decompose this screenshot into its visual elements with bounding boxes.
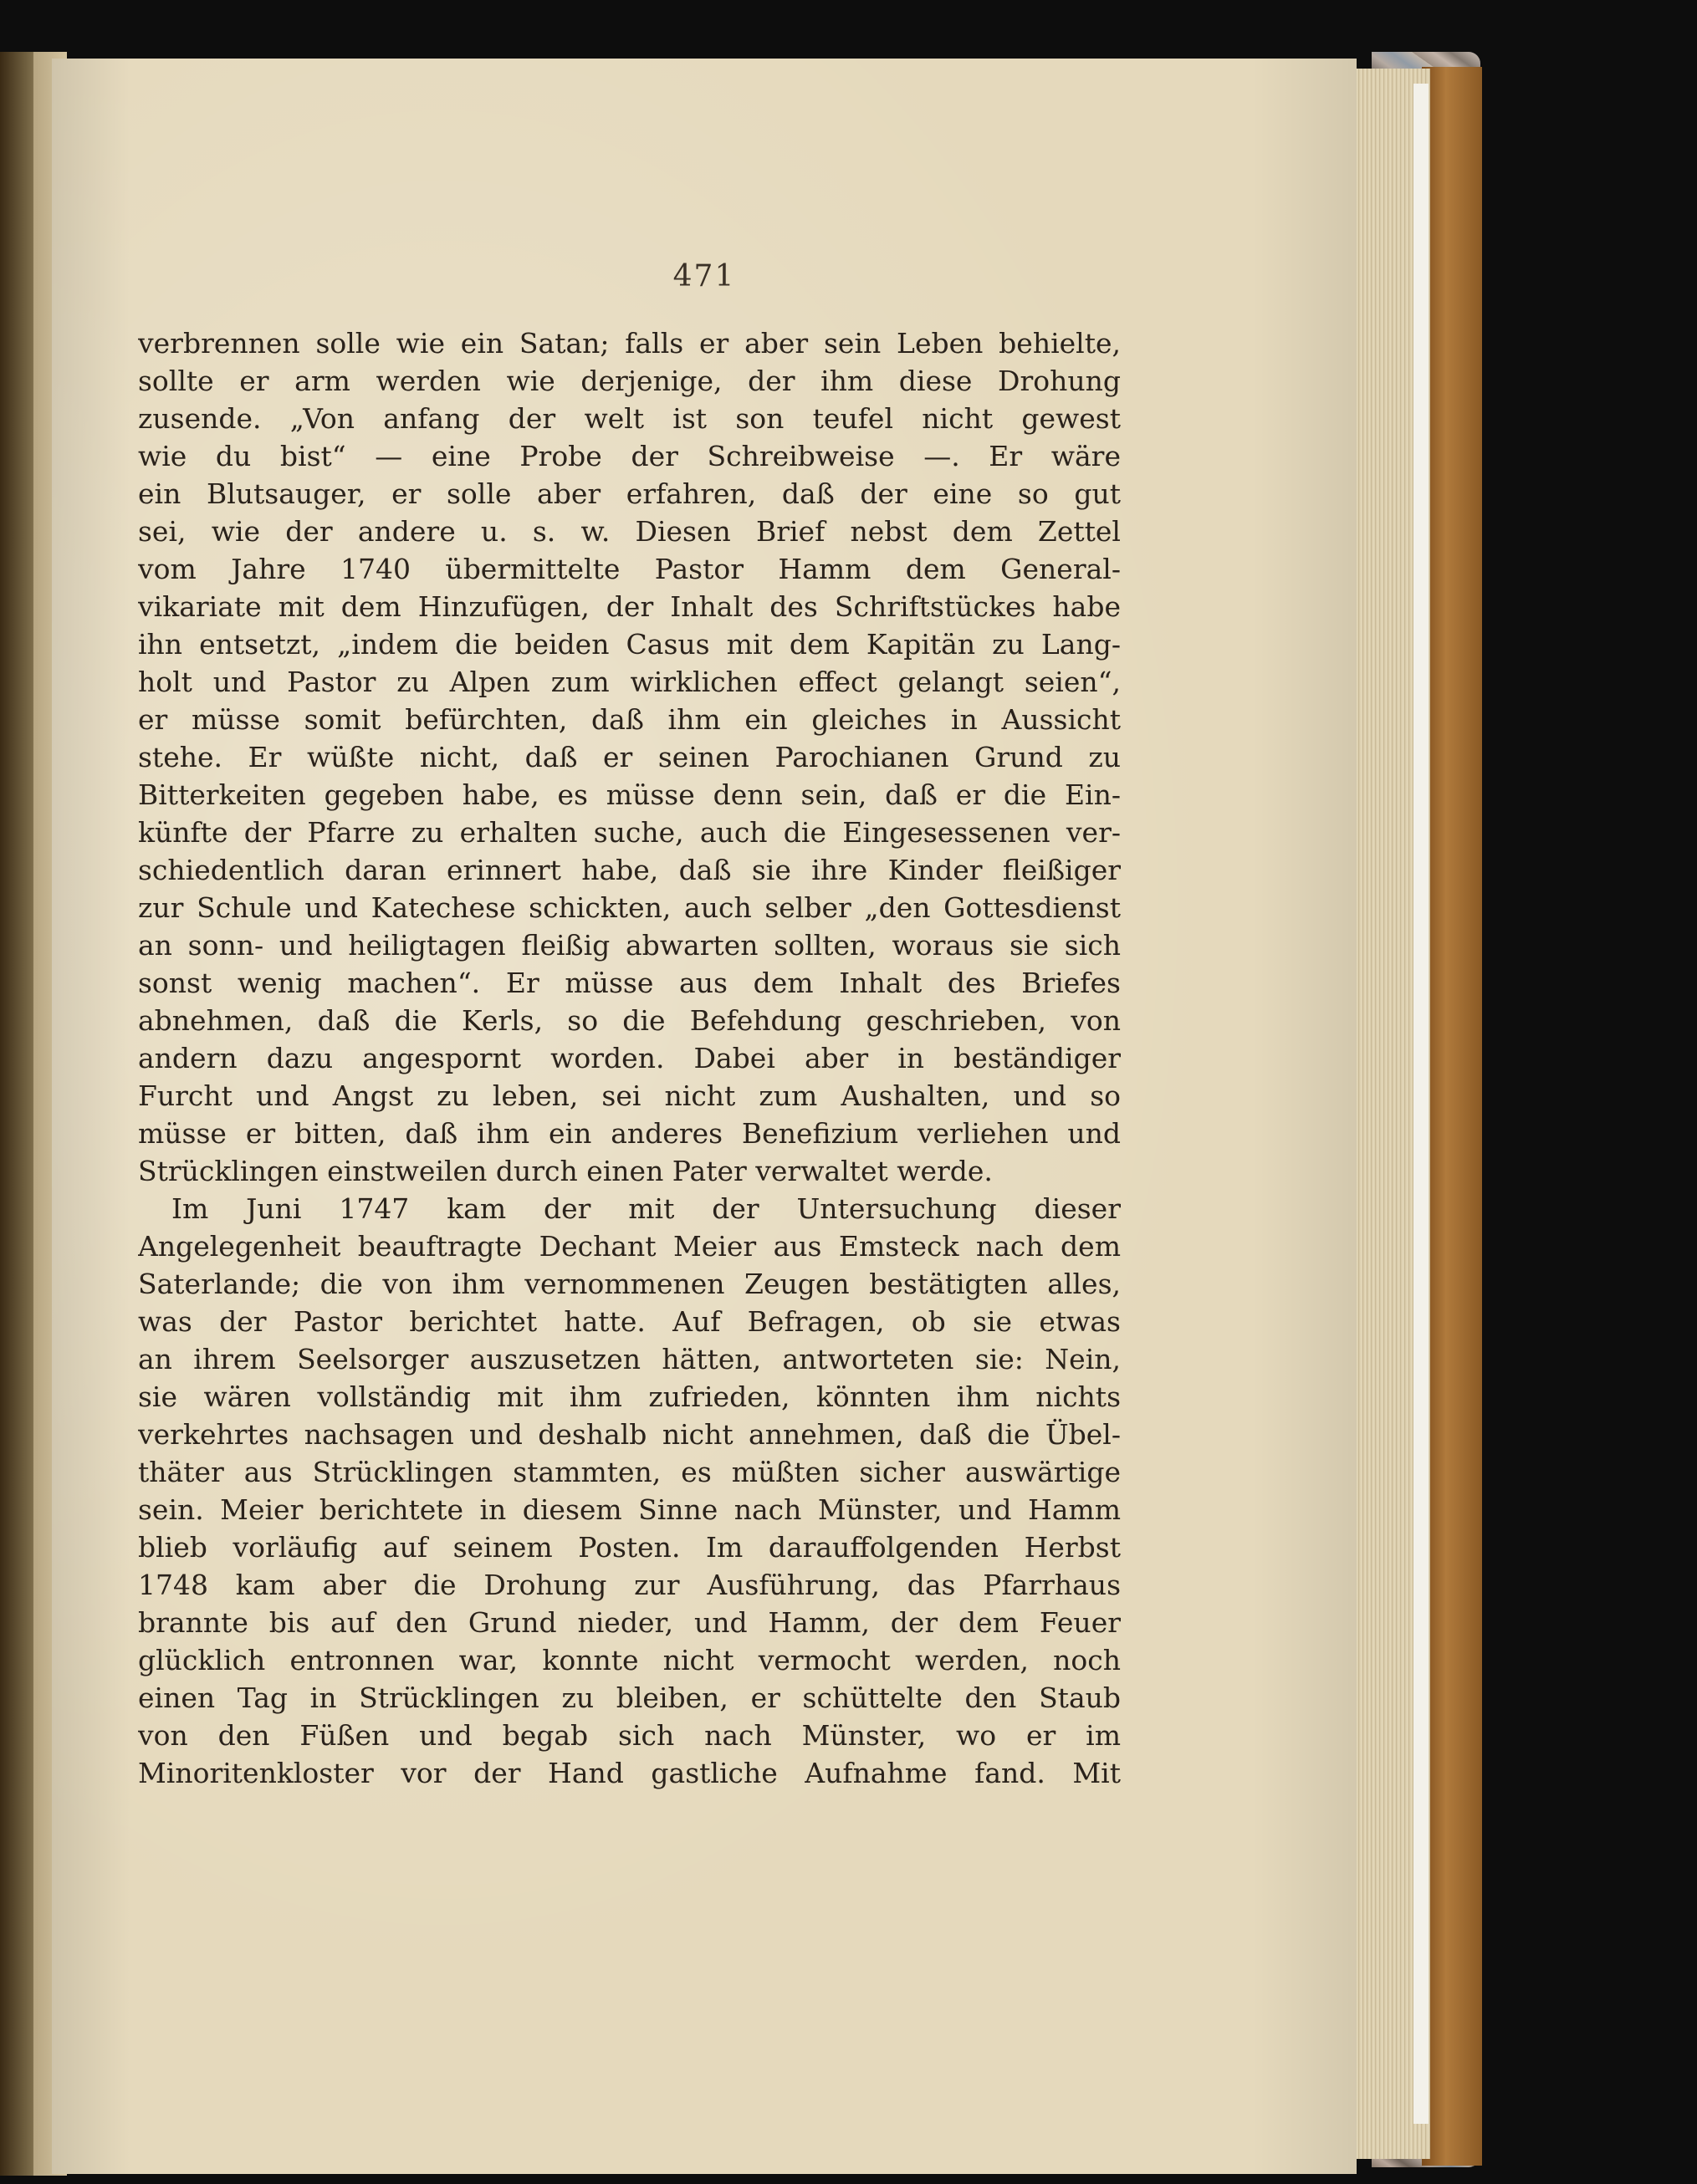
text-line: künfte der Pfarre zu erhalten suche, auch die Eingesessenen ver-: [138, 816, 1121, 849]
text-line: verbrennen solle wie ein Satan; falls er aber sein Leben behielte,: [138, 327, 1121, 360]
text-line: holt und Pastor zu Alpen zum wirklichen effect gelangt seien“,: [138, 666, 1121, 698]
text-line: thäter aus Strücklingen stammten, es müßten sicher auswärtige: [138, 1456, 1121, 1488]
text-line: an sonn- und heiligtagen fleißig abwarten sollten, woraus sie sich: [138, 929, 1121, 962]
text-line: brannte bis auf den Grund nieder, und Hamm, der dem Feuer: [138, 1606, 1121, 1639]
text-line: zusende. „Von anfang der welt ist son teufel nicht gewest: [138, 402, 1121, 435]
text-line: ein Blutsauger, er solle aber erfahren, daß der eine so gut: [138, 477, 1121, 510]
text-line: ihn entsetzt, „indem die beiden Casus mit dem Kapitän zu Lang-: [138, 628, 1121, 661]
text-line: Strücklingen einstweilen durch einen Pater verwaltet werde.: [138, 1155, 993, 1187]
paper-edge: [1413, 84, 1429, 2124]
text-line: verkehrtes nachsagen und deshalb nicht annehmen, daß die Übel-: [138, 1418, 1121, 1451]
text-line: vikariate mit dem Hinzufügen, der Inhalt des Schriftstückes habe: [138, 590, 1121, 623]
book-page: [52, 59, 1357, 2174]
text-line: Minoritenkloster vor der Hand gastliche Aufnahme fand. Mit: [138, 1757, 1121, 1789]
text-line: abnehmen, daß die Kerls, so die Befehdung geschrieben, von: [138, 1004, 1121, 1037]
text-line: er müsse somit befürchten, daß ihm ein gleiches in Aussicht: [138, 703, 1121, 736]
text-line: stehe. Er wüßte nicht, daß er seinen Parochianen Grund zu: [138, 741, 1121, 773]
text-line: 1748 kam aber die Drohung zur Ausführung, das Pfarrhaus: [138, 1569, 1121, 1601]
text-line: Angelegenheit beauftragte Dechant Meier aus Emsteck nach dem: [138, 1230, 1121, 1263]
text-line: einen Tag in Strücklingen zu bleiben, er schüttelte den Staub: [138, 1681, 1121, 1714]
text-line: sein. Meier berichtete in diesem Sinne nach Münster, und Hamm: [138, 1493, 1121, 1526]
text-line: andern dazu angespornt worden. Dabei aber in beständiger: [138, 1042, 1121, 1074]
text-line: müsse er bitten, daß ihm ein anderes Benefizium verliehen und: [138, 1117, 1121, 1150]
text-line: sei, wie der andere u. s. w. Diesen Brief nebst dem Zettel: [138, 515, 1121, 548]
text-line: sollte er arm werden wie derjenige, der ihm diese Drohung: [138, 365, 1121, 397]
text-line: sie wären vollständig mit ihm zufrieden, könnten ihm nichts: [138, 1380, 1121, 1413]
text-line: Im Juni 1747 kam der mit der Untersuchung dieser: [171, 1192, 1121, 1225]
text-line: Furcht und Angst zu leben, sei nicht zum Aushalten, und so: [138, 1079, 1121, 1112]
text-line: Saterlande; die von ihm vernommenen Zeugen bestätigten alles,: [138, 1268, 1121, 1300]
text-line: blieb vorläufig auf seinem Posten. Im darauffolgenden Herbst: [138, 1531, 1121, 1564]
text-line: wie du bist“ — eine Probe der Schreibweise —. Er wäre: [138, 440, 1121, 472]
text-line: zur Schule und Katechese schickten, auch selber „den Gottesdienst: [138, 891, 1121, 924]
text-line: Bitterkeiten gegeben habe, es müsse denn sein, daß er die Ein-: [138, 778, 1121, 811]
text-line: sonst wenig machen“. Er müsse aus dem Inhalt des Briefes: [138, 967, 1121, 999]
text-line: an ihrem Seelsorger auszusetzen hätten, antworteten sie: Nein,: [138, 1343, 1121, 1375]
text-line: schiedentlich daran erinnert habe, daß sie ihre Kinder fleißiger: [138, 854, 1121, 886]
body-text: [138, 324, 1121, 1792]
text-line: glücklich entronnen war, konnte nicht vermocht werden, noch: [138, 1644, 1121, 1676]
text-line: von den Füßen und begab sich nach Münster, wo er im: [138, 1719, 1121, 1752]
leather-binding-edge: [1422, 67, 1482, 2166]
text-line: was der Pastor berichtet hatte. Auf Befragen, ob sie etwas: [138, 1305, 1121, 1338]
page-number: 471: [672, 259, 736, 293]
text-line: vom Jahre 1740 übermittelte Pastor Hamm dem General-: [138, 553, 1121, 585]
